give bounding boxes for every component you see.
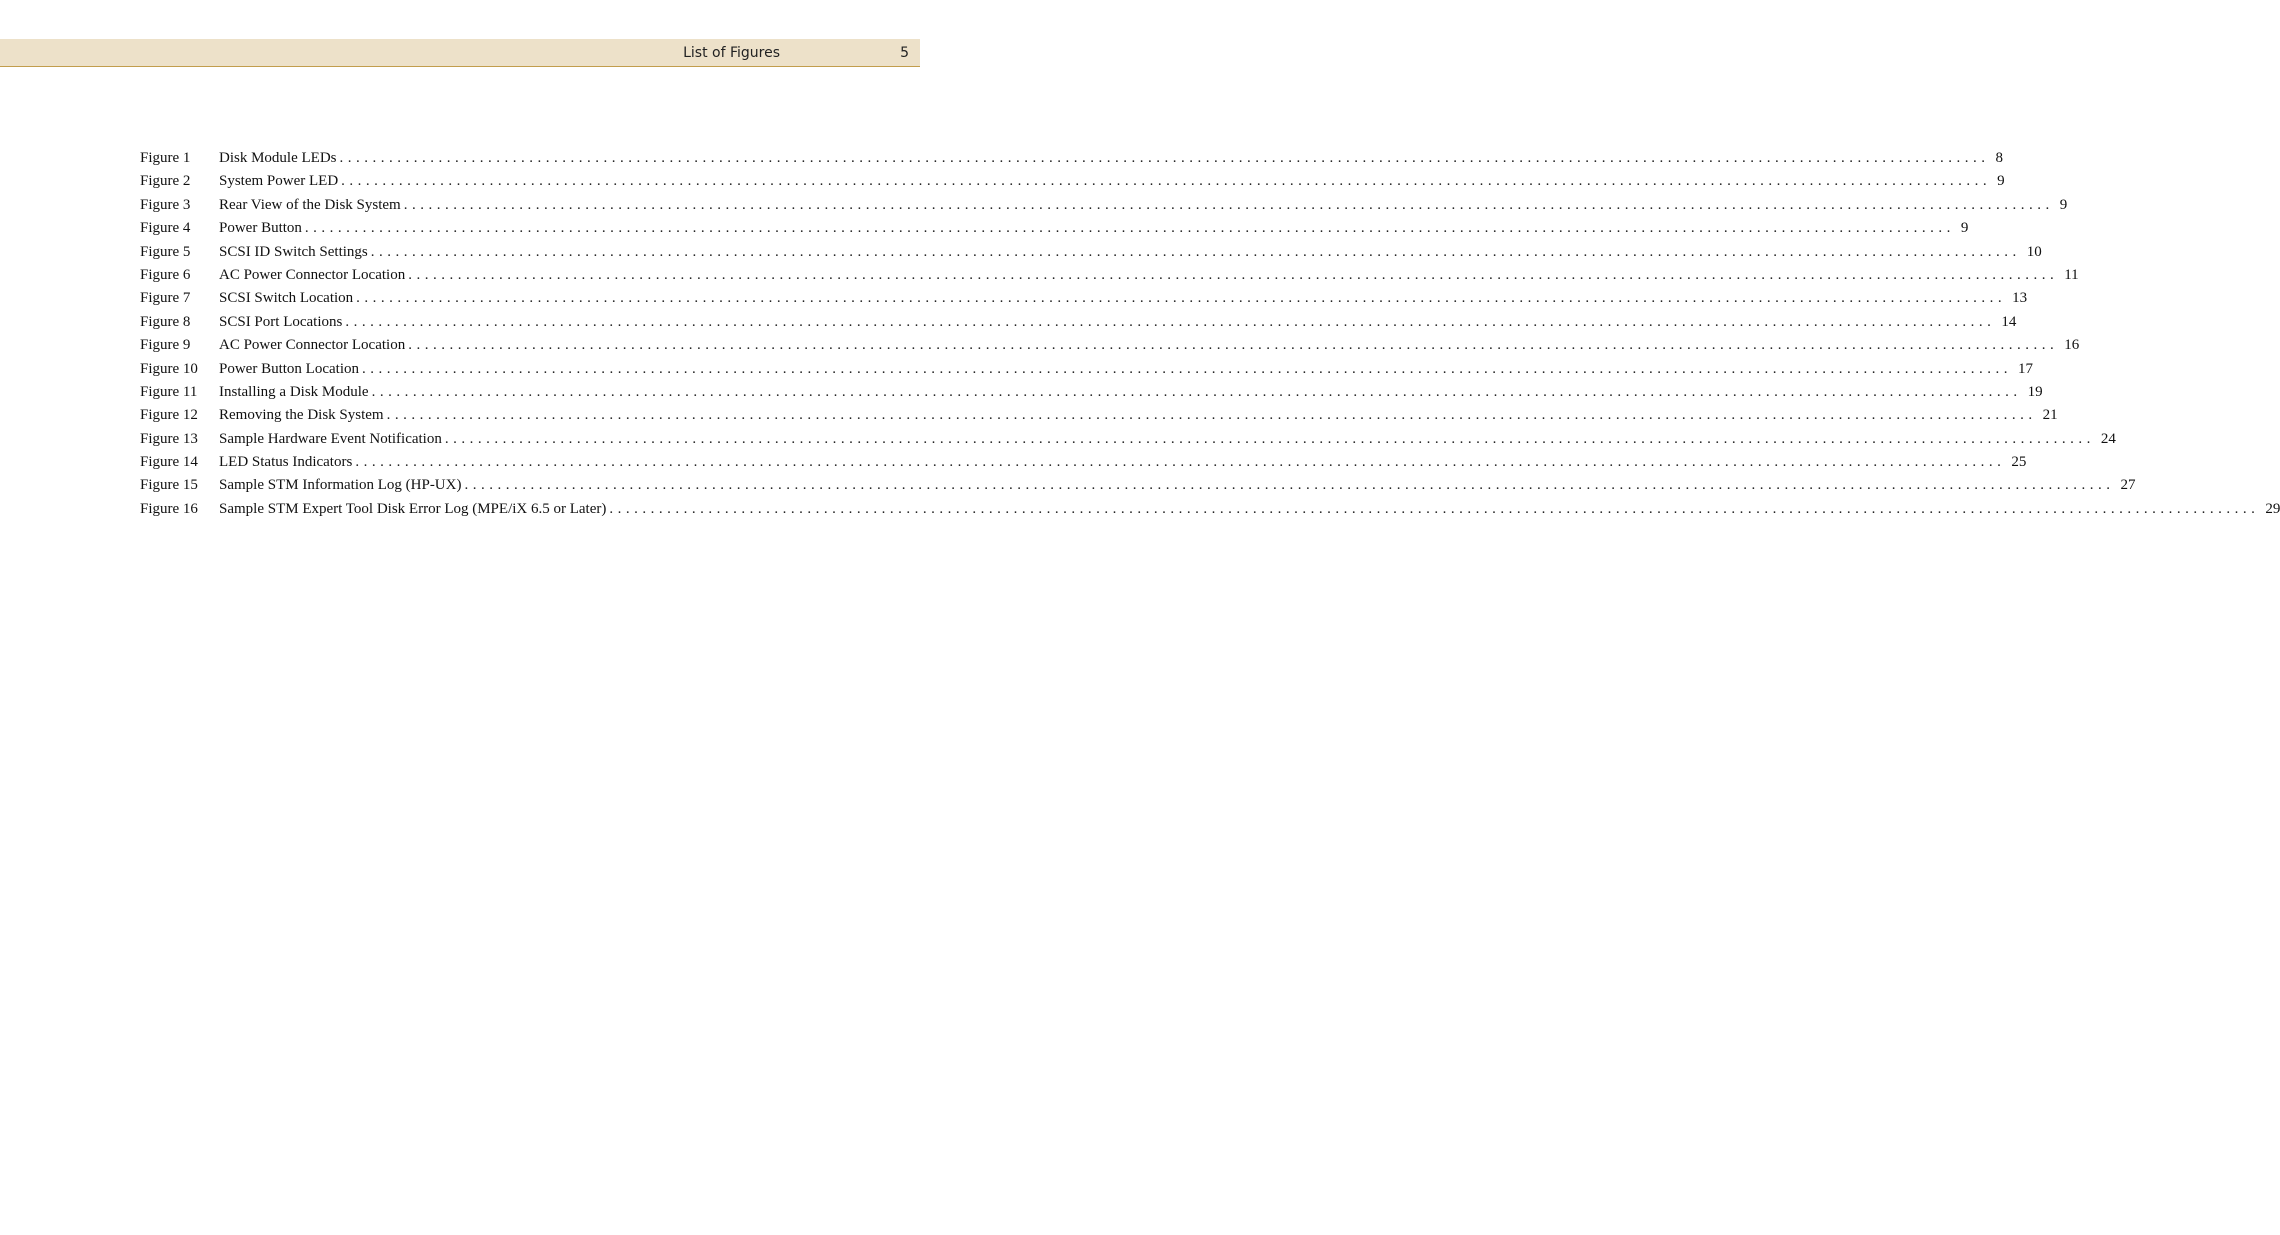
figure-page-number[interactable]: 29	[2265, 500, 2280, 517]
figure-title[interactable]: Disk Module LEDs	[219, 150, 337, 166]
figure-page-number[interactable]: 13	[2012, 290, 2028, 307]
figure-entry-line	[219, 311, 2017, 334]
figure-label: Figure 13	[140, 430, 198, 447]
figure-page-number[interactable]: 9	[2059, 196, 2068, 213]
figure-page-number[interactable]: 10	[2026, 243, 2042, 260]
figure-label: Figure 9	[140, 337, 191, 354]
figure-entry[interactable]	[140, 358, 2033, 381]
dot-leader: ........................................................................................................................................................................................................	[403, 196, 2054, 213]
figure-entry-line	[219, 451, 2027, 474]
figure-entry[interactable]	[140, 264, 2079, 287]
figure-label: Figure 7	[140, 290, 191, 307]
figure-label: Figure 11	[140, 383, 198, 400]
figure-label: Figure 2	[140, 173, 191, 190]
figure-entry-line	[219, 381, 2043, 404]
figure-entry-line	[219, 474, 2136, 497]
figure-entry-line	[219, 358, 2033, 381]
dot-leader: ........................................................................................................................................................................................................	[355, 454, 2006, 471]
dot-leader: ........................................................................................................................................................................................................	[444, 430, 2095, 447]
figure-title[interactable]: Power Button	[219, 220, 302, 237]
figure-page-number[interactable]: 25	[2011, 454, 2027, 471]
figure-title[interactable]: Rear View of the Disk System	[219, 196, 401, 213]
page-header	[0, 39, 920, 67]
figure-label: Figure 5	[140, 243, 191, 260]
figure-entry[interactable]	[140, 311, 2017, 334]
figure-label: Figure 4	[140, 220, 191, 237]
figure-entry[interactable]	[140, 498, 2280, 521]
figure-page-number[interactable]: 16	[2064, 337, 2080, 354]
figure-entry-line	[219, 404, 2058, 427]
dot-leader: ........................................................................................................................................................................................................	[609, 500, 2260, 517]
list-of-figures	[140, 147, 2280, 521]
dot-leader: ........................................................................................................................................................................................................	[304, 220, 1955, 237]
dot-leader: ........................................................................................................................................................................................................	[361, 360, 2012, 377]
figure-label: Figure 15	[140, 477, 198, 494]
figure-title[interactable]: System Power LED	[219, 173, 339, 190]
figure-entry[interactable]	[140, 147, 2003, 170]
figure-title[interactable]: SCSI ID Switch Settings	[219, 243, 368, 260]
figure-title[interactable]: AC Power Connector Location	[219, 337, 406, 354]
figure-label: Figure 16	[140, 500, 198, 517]
figure-page-number[interactable]: 9	[1960, 220, 1969, 237]
dot-leader: ........................................................................................................................................................................................................	[408, 266, 2059, 283]
figure-label: Figure 14	[140, 454, 198, 471]
figure-entry-line	[219, 287, 2028, 310]
figure-entry[interactable]	[140, 287, 2028, 310]
figure-label: Figure 1	[140, 150, 191, 166]
dot-leader: ........................................................................................................................................................................................................	[345, 313, 1996, 330]
figure-page-number[interactable]: 24	[2100, 430, 2116, 447]
dot-leader: ........................................................................................................................................................................................................	[339, 150, 1990, 166]
figure-title[interactable]: SCSI Port Locations	[219, 313, 343, 330]
dot-leader: ........................................................................................................................................................................................................	[386, 407, 2037, 424]
figure-entry-line	[219, 147, 2003, 170]
figure-title[interactable]: Sample STM Information Log (HP-UX)	[219, 477, 462, 494]
figure-entry-line	[219, 217, 1969, 240]
figure-page-number[interactable]: 14	[2001, 313, 2017, 330]
dot-leader: ........................................................................................................................................................................................................	[408, 337, 2059, 354]
dot-leader: ........................................................................................................................................................................................................	[371, 383, 2022, 400]
figure-entry[interactable]	[140, 170, 2005, 193]
figure-entry[interactable]	[140, 381, 2043, 404]
figure-label: Figure 8	[140, 313, 191, 330]
figure-title[interactable]: SCSI Switch Location	[219, 290, 354, 307]
figure-page-number[interactable]: 17	[2017, 360, 2033, 377]
figure-title[interactable]: Sample STM Expert Tool Disk Error Log (MPE/iX 6.5 or Later)	[219, 500, 607, 517]
header-page-number: 5	[900, 45, 909, 61]
dot-leader: ........................................................................................................................................................................................................	[370, 243, 2021, 260]
figure-entry-line	[219, 334, 2080, 357]
figure-entry[interactable]	[140, 404, 2058, 427]
figure-page-number[interactable]: 27	[2120, 477, 2136, 494]
figure-label: Figure 6	[140, 266, 191, 283]
figure-title[interactable]: AC Power Connector Location	[219, 266, 406, 283]
figure-page-number[interactable]: 8	[1995, 150, 2003, 166]
header-title: List of Figures	[683, 45, 780, 61]
figure-entry[interactable]	[140, 241, 2042, 264]
figure-page-number[interactable]: 19	[2027, 383, 2043, 400]
figure-entry[interactable]	[140, 194, 2068, 217]
figure-title[interactable]: LED Status Indicators	[219, 454, 353, 471]
figure-label: Figure 10	[140, 360, 198, 377]
figure-entry[interactable]	[140, 217, 1969, 240]
figure-entry[interactable]	[140, 428, 2116, 451]
figure-entry[interactable]	[140, 334, 2080, 357]
figure-title[interactable]: Sample Hardware Event Notification	[219, 430, 442, 447]
figure-entry-line	[219, 428, 2116, 451]
figure-entry[interactable]	[140, 474, 2136, 497]
figure-entry-line	[219, 170, 2005, 193]
dot-leader: ........................................................................................................................................................................................................	[464, 477, 2115, 494]
figure-entry-line	[219, 241, 2042, 264]
figure-title[interactable]: Installing a Disk Module	[219, 383, 369, 400]
dot-leader: ........................................................................................................................................................................................................	[341, 173, 1992, 190]
figure-page-number[interactable]: 11	[2064, 266, 2079, 283]
figure-label: Figure 3	[140, 196, 191, 213]
figure-entry-line	[219, 264, 2079, 287]
figure-entry-line	[219, 194, 2068, 217]
figure-title[interactable]: Removing the Disk System	[219, 407, 384, 424]
figure-entry-line	[219, 498, 2280, 521]
figure-label: Figure 12	[140, 407, 198, 424]
figure-title[interactable]: Power Button Location	[219, 360, 359, 377]
figure-page-number[interactable]: 21	[2042, 407, 2058, 424]
dot-leader: ........................................................................................................................................................................................................	[356, 290, 2007, 307]
figure-page-number[interactable]: 9	[1997, 173, 2005, 190]
figure-entry[interactable]	[140, 451, 2027, 474]
